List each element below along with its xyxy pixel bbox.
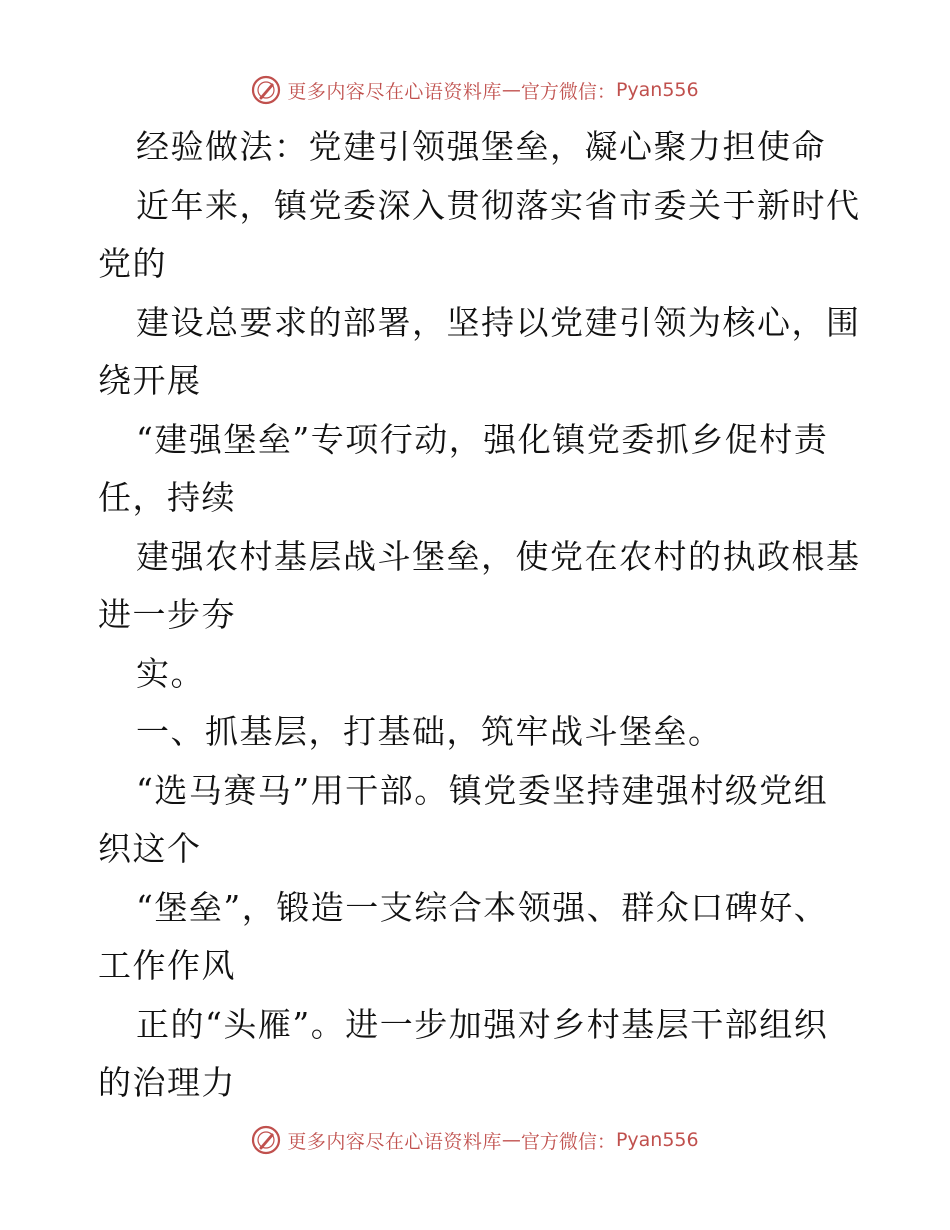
watermark-separator: — <box>501 79 521 101</box>
watermark-separator: — <box>501 1129 521 1151</box>
doc-line: 织这个 <box>98 829 202 868</box>
doc-line: “选马赛马”用干部。镇党委坚持建强村级党组 <box>136 770 829 810</box>
doc-line: 近年来，镇党委深入贯彻落实省市委关于新时代 <box>136 185 861 225</box>
doc-line: 任，持续 <box>98 478 236 517</box>
doc-line: 一、抓基层，打基础，筑牢战斗堡垒。 <box>136 712 723 751</box>
pen-logo-icon <box>251 1125 281 1155</box>
watermark-wechat-id: Pyan556 <box>615 79 699 101</box>
doc-line: “建强堡垒”专项行动，强化镇党委抓乡促村责 <box>136 419 829 459</box>
watermark-wechat-label: 官方微信： <box>520 1130 616 1153</box>
doc-line: 党的 <box>98 244 167 283</box>
doc-line: 建设总要求的部署，坚持以党建引领为核心，围 <box>136 302 861 342</box>
watermark-text: 更多内容尽在心语资料库 <box>287 80 502 103</box>
watermark-text: 更多内容尽在心语资料库 <box>287 1130 502 1153</box>
watermark-wechat-label: 官方微信： <box>520 80 616 103</box>
doc-line: 正的“头雁”。进一步加强对乡村基层干部组织 <box>136 1004 829 1044</box>
footer-watermark <box>0 1120 950 1160</box>
document-body <box>98 118 861 1113</box>
doc-line: 的治理力 <box>98 1063 236 1102</box>
doc-line: 绕开展 <box>98 361 202 400</box>
header-watermark <box>0 70 950 110</box>
doc-line: 经验做法：党建引领强堡垒，凝心聚力担使命 <box>136 127 826 166</box>
doc-line: 建强农村基层战斗堡垒，使党在农村的执政根基 <box>136 536 861 576</box>
pen-logo-icon <box>251 75 281 105</box>
doc-line: 工作作风 <box>98 946 236 985</box>
doc-line: 进一步夯 <box>98 595 236 634</box>
watermark-wechat-id: Pyan556 <box>615 1129 699 1151</box>
doc-line: “堡垒”，锻造一支综合本领强、群众口碑好、 <box>136 887 829 927</box>
doc-line: 实。 <box>136 653 205 693</box>
